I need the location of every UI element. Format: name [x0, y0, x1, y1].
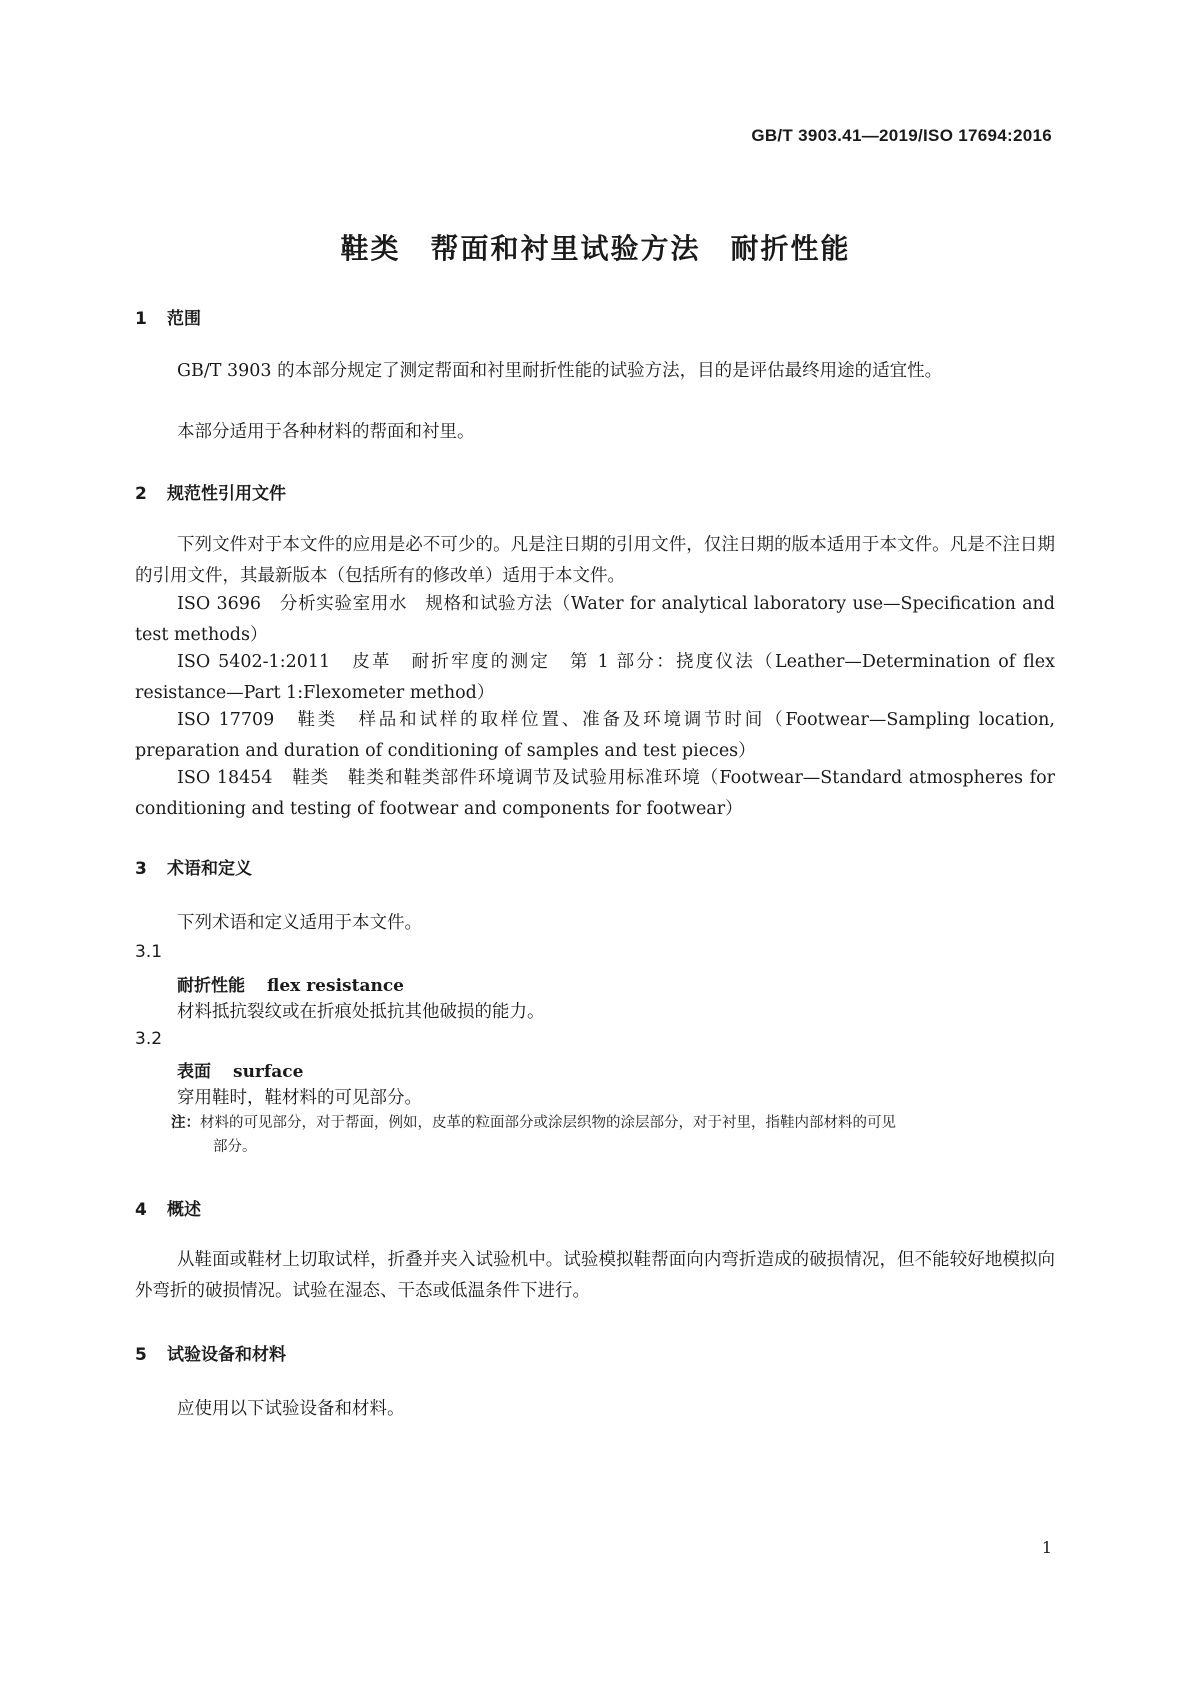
section-title: 术语和定义	[167, 859, 252, 879]
term-name-en: flex resistance	[267, 976, 404, 996]
section-number: 3	[135, 859, 147, 879]
note-label: 注：	[171, 1115, 200, 1131]
term-name	[177, 1057, 303, 1082]
section-3-intro: 下列术语和定义适用于本文件。	[177, 913, 422, 933]
note-text: 材料的可见部分，对于帮面，例如，皮革的粒面部分或涂层织物的涂层部分，对于衬里，指鞋内部材料的可见	[200, 1115, 896, 1131]
section-2-paragraph-1: 下列文件对于本文件的应用是必不可少的。凡是注日期的引用文件，仅注日期的版本适用于本文件。凡是不注日期的引用文件，其最新版本（包括所有的修改单）适用于本文件。	[135, 535, 1055, 586]
section-1-paragraph-2: 本部分适用于各种材料的帮面和衬里。	[177, 422, 475, 442]
term-name-en: surface	[233, 1062, 304, 1082]
section-2-heading	[135, 479, 286, 504]
note-text-continued: 部分。	[213, 1139, 257, 1155]
term-number: 3.1	[135, 942, 163, 962]
section-4-paragraph-1: 从鞋面或鞋材上切取试样，折叠并夹入试验机中。试验模拟鞋帮面向内弯折造成的破损情况，但不能较好地模拟向外弯折的破损情况。试验在湿态、干态或低温条件下进行。	[135, 1250, 1055, 1301]
term-definition: 穿用鞋时，鞋材料的可见部分。	[177, 1088, 422, 1108]
section-3-heading	[135, 854, 252, 879]
section-1-paragraph-1: GB/T 3903 的本部分规定了测定帮面和衬里耐折性能的试验方法，目的是评估最终用途的适宜性。	[177, 361, 943, 381]
section-number: 4	[135, 1200, 147, 1220]
section-title: 范围	[167, 309, 201, 329]
section-5-heading	[135, 1340, 286, 1365]
reference-iso-18454: ISO 18454 鞋类 鞋类和鞋类部件环境调节及试验用标准环境（Footwear—Standard atmospheres for conditioning and testing of footwear and components for footwear）	[135, 768, 1055, 819]
section-number: 2	[135, 484, 147, 504]
section-number: 1	[135, 309, 147, 329]
section-1-heading	[135, 304, 201, 329]
section-number: 5	[135, 1345, 147, 1365]
standard-code: GB/T 3903.41—2019/ISO 17694:2016	[751, 126, 1052, 145]
term-definition: 材料抵抗裂纹或在折痕处抵抗其他破损的能力。	[177, 1002, 545, 1022]
section-title: 概述	[167, 1200, 201, 1220]
section-4-heading	[135, 1195, 201, 1220]
term-name-zh: 耐折性能	[177, 976, 245, 996]
reference-iso-5402-1: ISO 5402-1:2011 皮革 耐折牢度的测定 第 1 部分：挠度仪法（Leather—Determination of flex resistance—Part 1:Flexometer method）	[135, 652, 1055, 703]
term-name-zh: 表面	[177, 1062, 211, 1082]
section-title: 规范性引用文件	[167, 484, 286, 504]
section-5-paragraph-1: 应使用以下试验设备和材料。	[177, 1399, 405, 1419]
reference-iso-3696: ISO 3696 分析实验室用水 规格和试验方法（Water for analytical laboratory use—Specification and test methods）	[135, 594, 1055, 645]
term-number: 3.2	[135, 1029, 163, 1049]
term-note	[171, 1111, 1055, 1159]
document-title: 鞋类 帮面和衬里试验方法 耐折性能	[340, 232, 851, 265]
section-title: 试验设备和材料	[167, 1345, 286, 1365]
term-name	[177, 971, 404, 996]
page-number: 1	[1041, 1538, 1052, 1557]
reference-iso-17709: ISO 17709 鞋类 样品和试样的取样位置、准备及环境调节时间（Footwear—Sampling location, preparation and duration of conditioning of samples and test pieces）	[135, 710, 1055, 761]
